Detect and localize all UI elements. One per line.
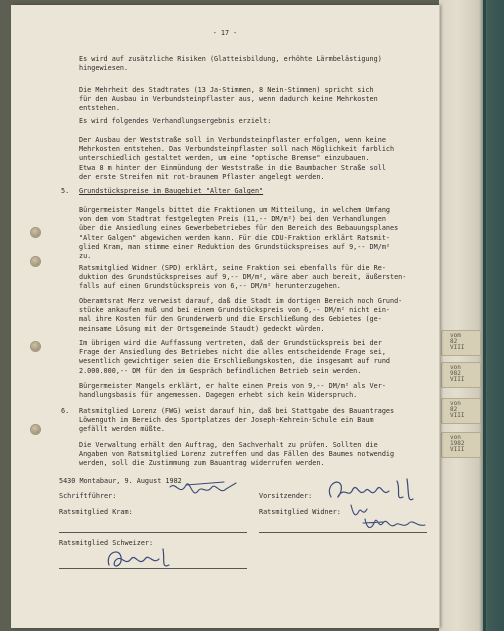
punch-hole-3 — [31, 342, 40, 351]
index-tab-3-line1: von — [450, 400, 461, 407]
index-tab-4-line3: VIII — [450, 446, 465, 453]
index-tab-4-line1: von — [450, 434, 461, 441]
item-5-paragraph-3: Oberamtsrat Merz verweist darauf, daß die Stadt im dortigen Bereich noch Grund- stücke ankaufen muß und bei einem Grundstückspreis von 6,-- DM/m² nicht ein- mal ihre Kosten für den Grunderwerb und die Erschließung des Gebietes (ge- meinsame Lösung mit der Ortsgemeinde Staudt) gedeckt würden. — [79, 297, 403, 333]
item-6-number: 6. — [61, 407, 70, 415]
signature-line-kram — [59, 532, 247, 533]
item-5-number: 5. — [61, 187, 70, 195]
index-tab-2-line3: VIII — [450, 376, 465, 383]
index-tab-1 — [441, 330, 481, 356]
index-tab-1-line1: vom — [450, 332, 461, 339]
label-vorsitzender: Vorsitzender: — [259, 492, 313, 500]
page-number: - 17 - — [212, 29, 238, 37]
place-date: 5430 Montabaur, 9. August 1982 — [59, 477, 182, 485]
paragraph-majority: Die Mehrheit des Stadtrates (13 Ja-Stimmen, 8 Nein-Stimmen) spricht sich für den Ausbau in Verbundsteinpflaster aus, wenn dadurch keine Mehrkosten entstehen. — [79, 86, 378, 113]
item-5-paragraph-5: Bürgermeister Mangels erklärt, er halte einen Preis von 9,-- DM/m² als Ver- handlungsbasis für angemessen. Dagegen erhebt sich kein Widerspruch. — [79, 382, 386, 400]
index-tab-2 — [441, 362, 481, 388]
item-5-paragraph-1: Bürgermeister Mangels bittet die Fraktionen um Mitteilung, in welchem Umfang von dem vom Stadtrat festgelegten Preis (11,-- DM/m²) bei den Verhandlungen über die Ansiedlung eines Gewerbebetriebes für den Bereich des Bebauungsplanes "Alter Galgen" abgewichen werden kann. Für die CDU-Fraktion erklärt Ratsmit- glied Kram, man stimme einer Reduktion des Grundstückspreises auf 9,-- DM/m² zu. — [79, 206, 399, 261]
label-schriftfuehrer: Schriftführer: — [59, 492, 117, 500]
signature-schweizer — [103, 545, 183, 573]
index-tab-3-line3: VIII — [450, 412, 465, 419]
index-tab-1-line3: VIII — [450, 344, 465, 351]
index-tab-3-line2: 82 — [450, 406, 458, 413]
binder-edge-line — [483, 0, 486, 631]
item-5-heading: Grundstückspreise im Baugebiet "Alter Galgen" — [79, 187, 264, 195]
index-tab-2-line2: 982 — [450, 370, 461, 377]
index-tab-1-line2: 82 — [450, 338, 458, 345]
index-tab-4 — [441, 432, 481, 458]
signature-schriftfuehrer — [166, 477, 246, 503]
index-tab-2-line1: von — [450, 364, 461, 371]
label-schweizer: Ratsmitglied Schweizer: — [59, 539, 154, 547]
item-5-paragraph-2: Ratsmitglied Widner (SPD) erklärt, seine Fraktion sei ebenfalls für die Re- duktion des Grundstückspreises auf 9,-- DM/m², wäre aber auch bereit, äußersten- falls auf einen Grundstückspreis von 6,-- DM/m² herunterzugehen. — [79, 264, 407, 291]
label-widner: Ratsmitglied Widner: — [259, 508, 341, 516]
punch-hole-4 — [31, 425, 40, 434]
item-6-paragraph-1: Ratsmitglied Lorenz (FWG) weist darauf hin, daß bei Stattgabe des Bauantrages Löwenguth im Bereich des Sportplatzes der Joseph-Kehrein-Schule ein Baum gefällt werden müßte. — [79, 407, 395, 434]
paragraph-risks: Es wird auf zusätzliche Risiken (Glatteisbildung, erhöhte Lärmbelästigung) hingewiesen. — [79, 55, 382, 73]
paragraph-result-intro: Es wird folgendes Verhandlungsergebnis erzielt: — [79, 117, 272, 125]
binder-edge — [439, 0, 504, 631]
punch-hole-2 — [31, 257, 40, 266]
item-6-paragraph-2: Die Verwaltung erhält den Auftrag, den Sachverhalt zu prüfen. Sollten die Angaben von Ratsmitglied Lorenz zutreffen und das Fällen des Baumes notwendig werden, soll die Zustimmung zum Bauantrag widerrufen werden. — [79, 441, 395, 468]
signature-widner — [361, 513, 431, 535]
document-page — [11, 5, 439, 628]
item-5-paragraph-4: Im übrigen wird die Auffassung vertreten, daß der Grundstückspreis bei der Frage der Ansiedlung des Betriebes nicht die alles entscheidende Frage sei, wesentlich gewichtiger seien die Erschließungskosten, die insgesamt auf rund 2.000.000,-- DM für den im Gespräch befindlichen Betrieb sein werden. — [79, 339, 390, 375]
punch-hole-1 — [31, 228, 40, 237]
label-kram: Ratsmitglied Kram: — [59, 508, 133, 516]
paragraph-result: Der Ausbau der Weststraße soll in Verbundsteinpflaster erfolgen, wenn keine Mehrkosten entstehen. Das Verbundsteinpflaster soll nach Möglichkeit farblich unterschiedlich gestaltet werden, um eine "optische Bremse" einzubauen. Etwa 8 m hinter der Einmündung der Weststraße in die Baumbacher Straße soll der erste Streifen mit rot-braunem Pflaster angelegt werden. — [79, 136, 395, 181]
index-tab-4-line2: 1982 — [450, 440, 465, 447]
index-tab-3 — [441, 398, 481, 424]
